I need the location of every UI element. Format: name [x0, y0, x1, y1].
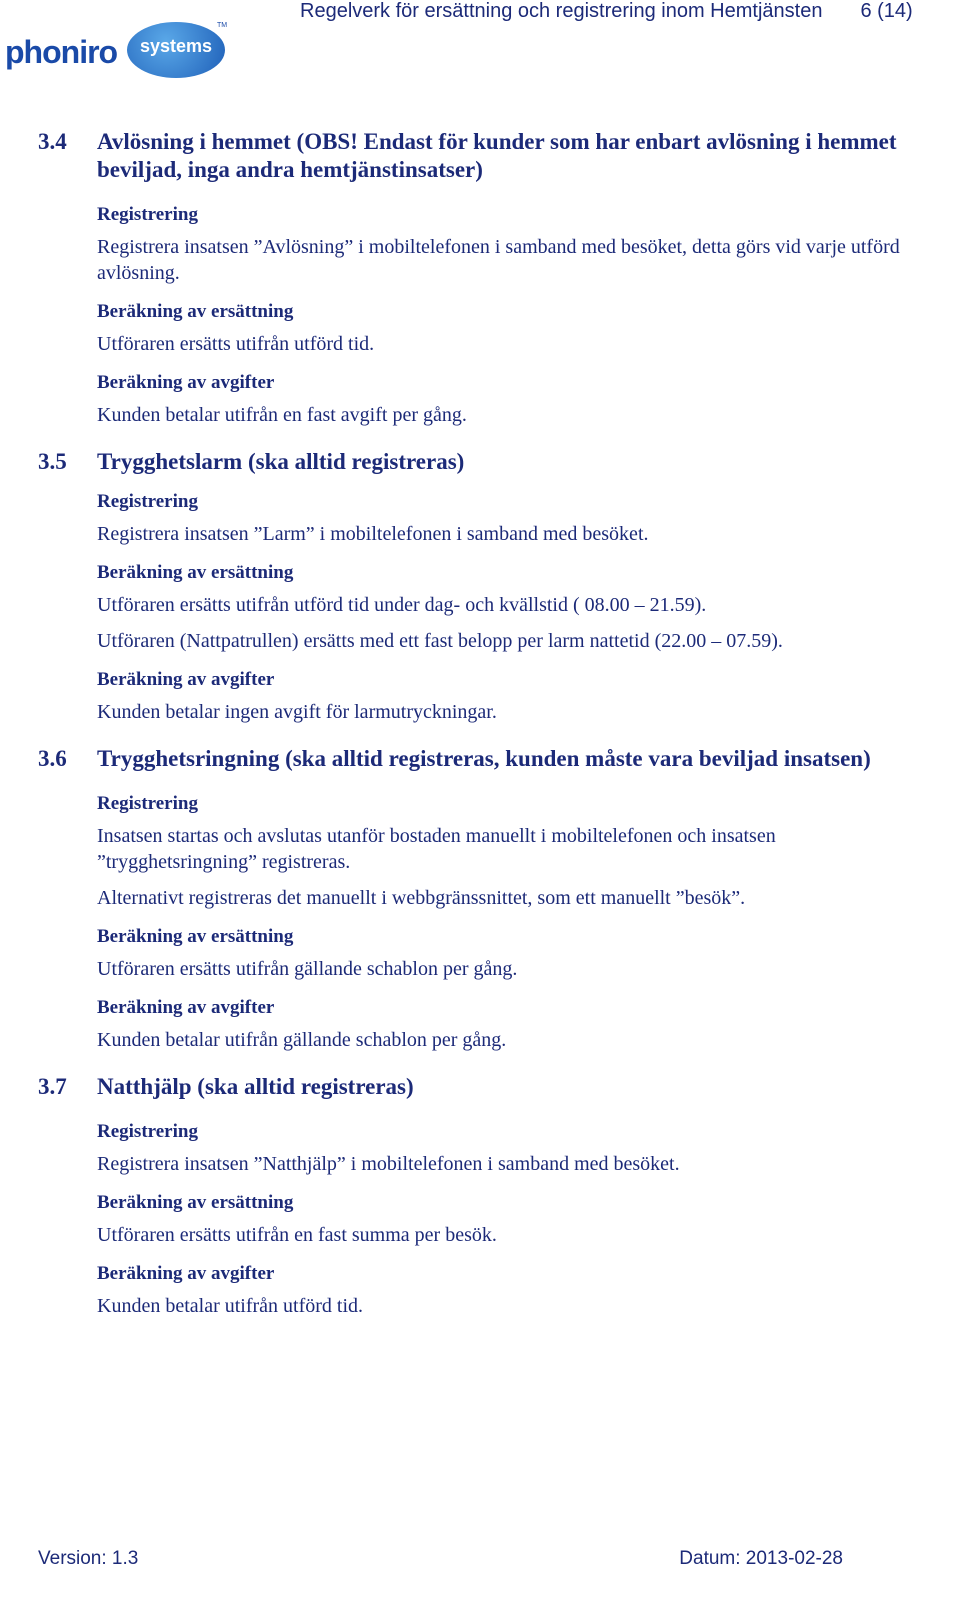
paragraph: Utföraren (Nattpatrullen) ersätts med ett fast belopp per larm nattetid (22.00 – 07.59).	[97, 630, 783, 652]
subheading-compensation: Beräkning av ersättning	[97, 301, 294, 322]
section	[0, 745, 960, 1053]
subheading-registration: Registrering	[97, 204, 198, 225]
paragraph: Utföraren ersätts utifrån gällande schablon per gång.	[97, 958, 518, 980]
document-body	[0, 128, 960, 1339]
logo-badge	[127, 22, 228, 78]
paragraph: Kunden betalar utifrån gällande schablon per gång.	[97, 1029, 507, 1051]
subheading-registration: Registrering	[97, 1121, 198, 1142]
subheading-registration: Registrering	[97, 491, 198, 512]
subheading-fees: Beräkning av avgifter	[97, 372, 275, 393]
paragraph: Utföraren ersätts utifrån utförd tid.	[97, 333, 375, 355]
paragraph: Alternativt registreras det manuellt i webbgränssnittet, som ett manuellt ”besök”.	[97, 887, 746, 909]
paragraph: Registrera insatsen ”Avlösning” i mobiltelefonen i samband med besöket, detta görs vid varje utförd avlösning.	[97, 236, 900, 284]
section-heading	[0, 448, 920, 476]
logo-wordmark: phoniro	[5, 34, 118, 70]
section-heading	[0, 128, 920, 184]
section-heading	[0, 1073, 920, 1101]
paragraph: Kunden betalar utifrån en fast avgift per gång.	[97, 404, 467, 426]
paragraph: Utföraren ersätts utifrån en fast summa per besök.	[97, 1224, 497, 1246]
footer-version: Version: 1.3	[38, 1548, 139, 1569]
section-title: Trygghetsringning (ska alltid registreras, kunden måste vara beviljad insatsen)	[97, 746, 871, 771]
paragraph: Registrera insatsen ”Natthjälp” i mobiltelefonen i samband med besöket.	[97, 1153, 680, 1175]
section	[0, 448, 960, 725]
section-number: 3.7	[38, 1074, 67, 1099]
phoniro-logo	[5, 22, 235, 82]
paragraph: Kunden betalar ingen avgift för larmutryckningar.	[97, 701, 497, 723]
paragraph: Registrera insatsen ”Larm” i mobiltelefonen i samband med besöket.	[97, 523, 649, 545]
subheading-fees: Beräkning av avgifter	[97, 1263, 275, 1284]
document-title: Regelverk för ersättning och registrering inom Hemtjänsten	[300, 0, 823, 22]
subheading-compensation: Beräkning av ersättning	[97, 1192, 294, 1213]
paragraph: Utföraren ersätts utifrån utförd tid under dag- och kvällstid ( 08.00 – 21.59).	[97, 594, 707, 616]
logo-trademark: TM	[217, 22, 228, 29]
section-title: Avlösning i hemmet (OBS! Endast för kunder som har enbart avlösning i hemmet beviljad, inga andra hemtjänstinsatser)	[97, 129, 897, 182]
subheading-compensation: Beräkning av ersättning	[97, 926, 294, 947]
logo-badge-text: systems	[139, 36, 213, 56]
subheading-fees: Beräkning av avgifter	[97, 669, 275, 690]
page-number: 6 (14)	[860, 0, 913, 22]
subheading-registration: Registrering	[97, 793, 198, 814]
section-title: Trygghetslarm (ska alltid registreras)	[97, 449, 465, 474]
paragraph: Kunden betalar utifrån utförd tid.	[97, 1295, 364, 1317]
subheading-compensation: Beräkning av ersättning	[97, 562, 294, 583]
section-heading	[0, 745, 920, 773]
section-number: 3.5	[38, 449, 67, 474]
document-footer	[38, 1548, 843, 1570]
section-title: Natthjälp (ska alltid registreras)	[97, 1074, 414, 1099]
subheading-fees: Beräkning av avgifter	[97, 997, 275, 1018]
section-number: 3.6	[38, 746, 67, 771]
document-header	[300, 0, 913, 23]
paragraph: Insatsen startas och avslutas utanför bostaden manuellt i mobiltelefonen och insatsen ”trygghetsringning” registreras.	[97, 825, 776, 873]
section	[0, 1073, 960, 1319]
section-number: 3.4	[38, 129, 67, 154]
section	[0, 128, 960, 428]
footer-date: Datum: 2013-02-28	[679, 1548, 843, 1569]
